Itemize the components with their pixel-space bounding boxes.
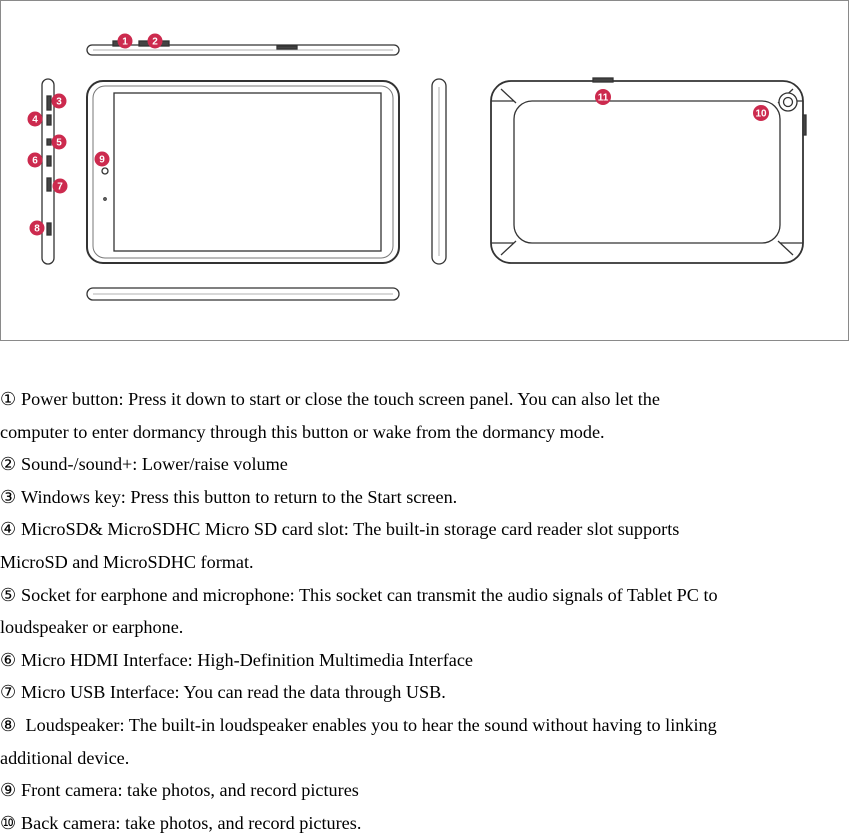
item-text: Power button: Press it down to start or close the touch screen panel. You can also let the: [21, 389, 660, 409]
svg-text:5: 5: [56, 137, 62, 149]
svg-text:6: 6: [32, 155, 38, 167]
callout-8: [30, 221, 45, 236]
item-micro-usb: [0, 676, 864, 709]
callout-2: [148, 34, 163, 49]
item-number: ⑨: [0, 780, 17, 801]
item-number: ⑩: [0, 812, 17, 833]
item-windows-key: [0, 481, 864, 514]
callout-4: [28, 112, 43, 127]
item-number: ⑦: [0, 682, 17, 703]
item-text: Front camera: take photos, and record pictures: [21, 780, 359, 801]
svg-text:3: 3: [56, 96, 62, 108]
front-screen: [114, 93, 381, 251]
item-text: Micro USB Interface: You can read the data through USB.: [21, 682, 446, 703]
item-number: ④: [0, 519, 17, 540]
callout-1: [118, 34, 133, 49]
item-number: ②: [0, 454, 17, 475]
callout-11: [595, 89, 611, 105]
item-back-camera: [0, 807, 864, 839]
item-text: Back camera: take photos, and record pictures.: [21, 812, 362, 833]
callout-6: [28, 153, 43, 168]
item-sound-buttons: [0, 448, 864, 481]
item-power-button-continuation: computer to enter dormancy through this button or wake from the dormancy mode.: [0, 421, 605, 442]
item-number: ⑧: [0, 714, 17, 735]
item-earphone-socket-continuation: loudspeaker or earphone.: [0, 617, 184, 638]
svg-text:1: 1: [122, 36, 128, 48]
front-view: [87, 81, 399, 263]
item-earphone-socket: [0, 579, 864, 612]
tablet-diagram: [1, 1, 850, 342]
right-side-view: [432, 79, 446, 264]
item-loudspeaker-continuation: additional device.: [0, 747, 130, 768]
svg-text:9: 9: [99, 154, 105, 166]
callout-9: [95, 152, 110, 167]
svg-text:10: 10: [755, 108, 767, 120]
front-camera-shape: [102, 168, 108, 174]
item-number: ①: [0, 389, 17, 409]
left-side-view: [42, 79, 54, 264]
item-microsd-slot: [0, 513, 864, 546]
svg-text:2: 2: [152, 36, 158, 48]
item-micro-hdmi: [0, 644, 864, 677]
svg-text:11: 11: [597, 92, 609, 104]
item-front-camera: [0, 774, 864, 807]
item-text: Windows key: Press this button to return to the Start screen.: [21, 486, 458, 507]
callout-10: [753, 105, 769, 121]
item-number: ③: [0, 486, 17, 507]
item-number: ⑤: [0, 584, 17, 605]
callout-7: [53, 179, 68, 194]
item-text: Loudspeaker: The built-in loudspeaker enables you to hear the sound without having to linking: [21, 714, 717, 735]
item-number: ⑥: [0, 649, 17, 670]
callout-5: [52, 135, 67, 150]
item-loudspeaker: [0, 709, 864, 742]
tablet-diagram-figure: [0, 0, 849, 341]
component-descriptions: [0, 383, 864, 839]
svg-text:4: 4: [32, 114, 38, 126]
item-microsd-slot-continuation: MicroSD and MicroSDHC format.: [0, 551, 254, 572]
item-power-button: [0, 383, 864, 416]
bottom-edge-view: [87, 288, 399, 300]
item-text: MicroSD& MicroSDHC Micro SD card slot: The built-in storage card reader slot supports: [21, 519, 680, 540]
item-text: Socket for earphone and microphone: This socket can transmit the audio signals of Tablet PC to: [21, 584, 718, 605]
item-text: Micro HDMI Interface: High-Definition Multimedia Interface: [21, 649, 473, 670]
svg-text:8: 8: [34, 223, 40, 235]
svg-text:7: 7: [57, 181, 63, 193]
top-edge-view: [87, 41, 399, 55]
callout-3: [52, 94, 67, 109]
item-text: Sound-/sound+: Lower/raise volume: [21, 454, 288, 475]
